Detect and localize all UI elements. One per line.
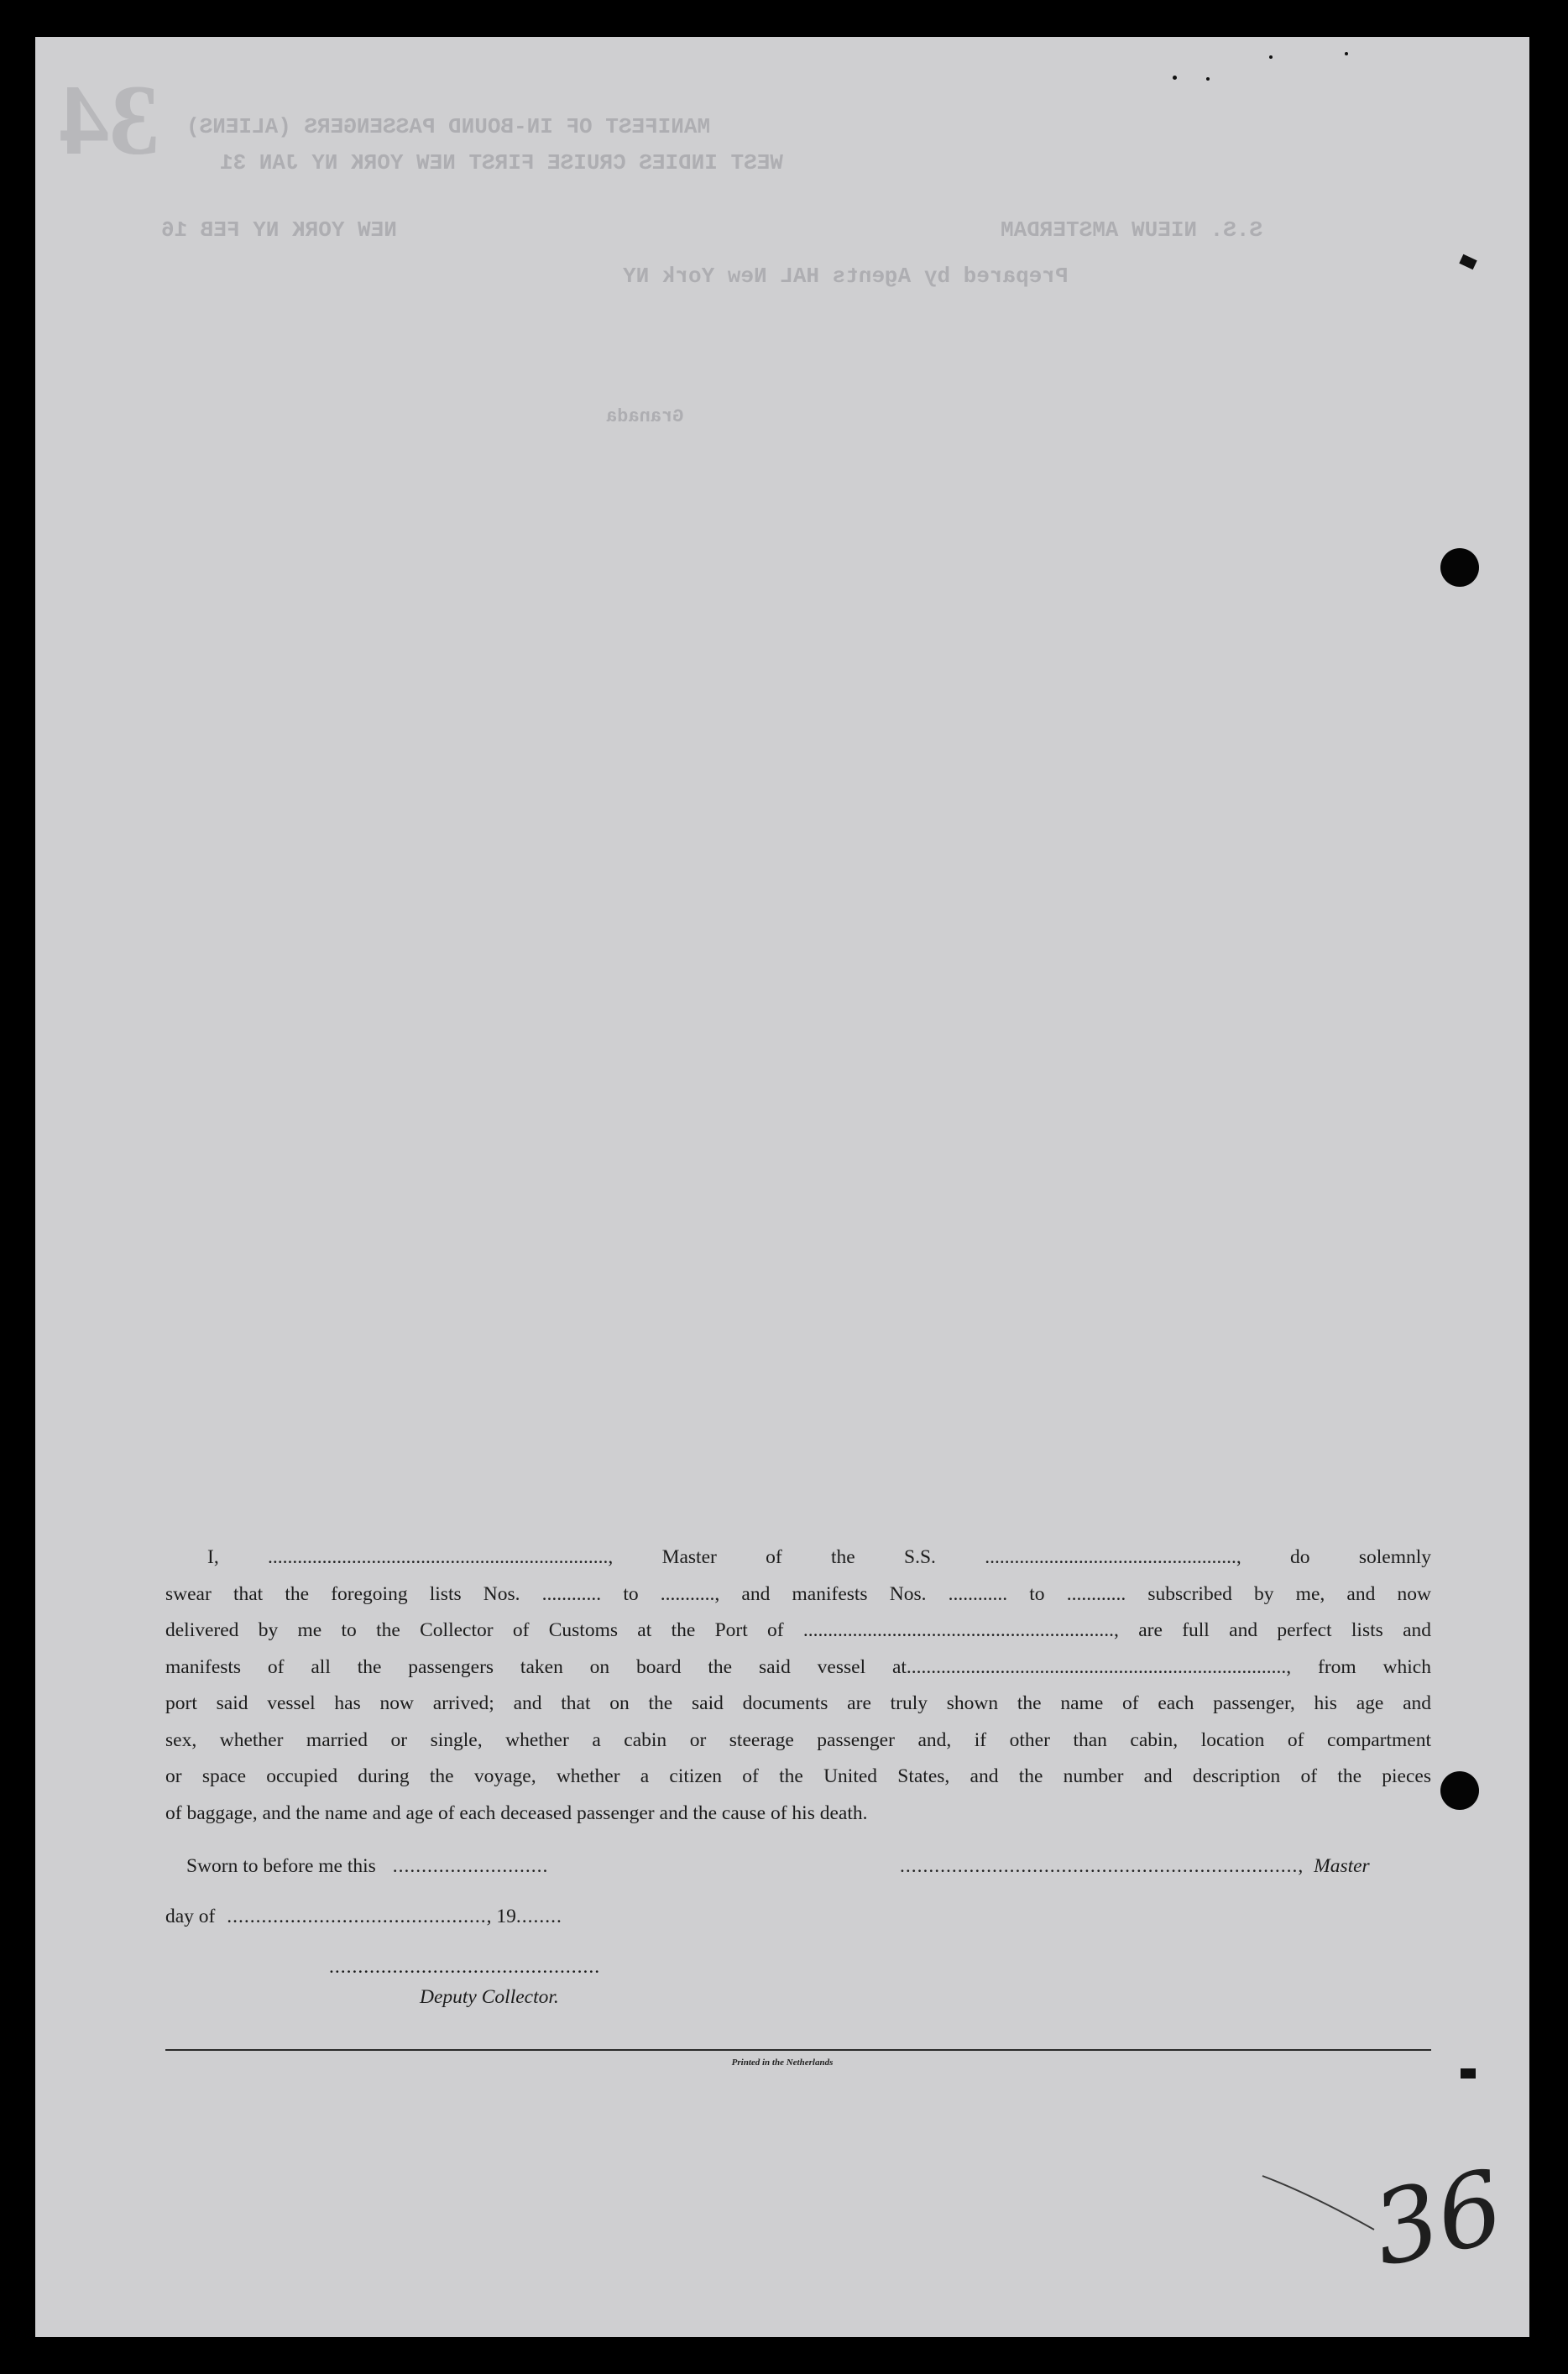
edge-mark xyxy=(1459,254,1477,269)
edge-mark xyxy=(1461,2068,1476,2079)
edge-dot xyxy=(1206,77,1210,81)
pen-stroke xyxy=(1261,2169,1378,2236)
bleed-granada: Granada xyxy=(606,406,684,427)
bleed-page-number: 34 xyxy=(59,64,159,175)
printed-in-netherlands: Printed in the Netherlands xyxy=(731,2058,834,2068)
sworn-row xyxy=(186,1855,548,1878)
day-row xyxy=(165,1906,562,1928)
bleed-date-line: NEW YORK NY FEB 16 xyxy=(161,217,397,243)
day-blank: ............................................. xyxy=(227,1906,487,1927)
sworn-date-blank: ........................... xyxy=(392,1855,549,1877)
year-blank: ........ xyxy=(515,1906,562,1927)
master-declaration xyxy=(165,1540,1431,1832)
edge-dot xyxy=(1173,76,1177,80)
bleed-cruise-line: WEST INDIES CRUISE FIRST NEW YORK NY JAN 31 xyxy=(220,150,783,175)
edge-dot xyxy=(1345,52,1348,55)
handwritten-page-number: 36 xyxy=(1363,2148,1513,2290)
declaration-line: swear that the foregoing lists Nos. ............ to ..........., and manifests Nos. ............ to ............ subscribed by me, and now xyxy=(165,1582,1431,1605)
declaration-line: or space occupied during the voyage, whether a citizen of the United States, and the number and description of the pieces xyxy=(165,1765,1431,1787)
declaration-line: sex, whether married or single, whether a cabin or steerage passenger and, if other than cabin, location of compartment xyxy=(165,1728,1431,1751)
bleed-vessel-line: S.S. NIEUW AMSTERDAM xyxy=(1001,217,1263,243)
master-signature-blank: ....................................................................., xyxy=(900,1855,1304,1877)
day-label: day of xyxy=(165,1906,216,1927)
footer-rule xyxy=(165,2049,1431,2051)
declaration-line: of baggage, and the name and age of each deceased passenger and the cause of his death. xyxy=(165,1801,868,1824)
manifest-page xyxy=(35,37,1529,2337)
master-label: Master xyxy=(1314,1855,1370,1877)
sworn-label: Sworn to before me this xyxy=(186,1855,376,1877)
declaration-line: delivered by me to the Collector of Customs at the Port of ..............................................................., are full and perfect lists and xyxy=(165,1619,1431,1641)
deputy-signature-blank: ............................................... xyxy=(329,1956,601,1978)
declaration-line: port said vessel has now arrived; and that on the said documents are truly shown the name of each passenger, his age and xyxy=(165,1692,1431,1714)
edge-dot xyxy=(1269,55,1273,59)
bleed-agents-line: Prepared by Agents HAL New York NY xyxy=(623,264,1069,289)
bleed-manifest-title: MANIFEST OF IN-BOUND PASSENGERS (ALIENS) xyxy=(186,114,711,139)
declaration-line: manifests of all the passengers taken on board the said vessel at............................................................................., from which xyxy=(165,1655,1431,1678)
declaration-line: I, ....................................................................., Master of the S.S. ..................................................., do solemnly xyxy=(207,1546,1431,1568)
year-prefix: , 19 xyxy=(486,1906,516,1927)
deputy-collector-label: Deputy Collector. xyxy=(420,1986,559,2008)
punch-hole xyxy=(1440,1771,1479,1810)
master-signature-row xyxy=(900,1855,1370,1878)
punch-hole xyxy=(1440,548,1479,587)
